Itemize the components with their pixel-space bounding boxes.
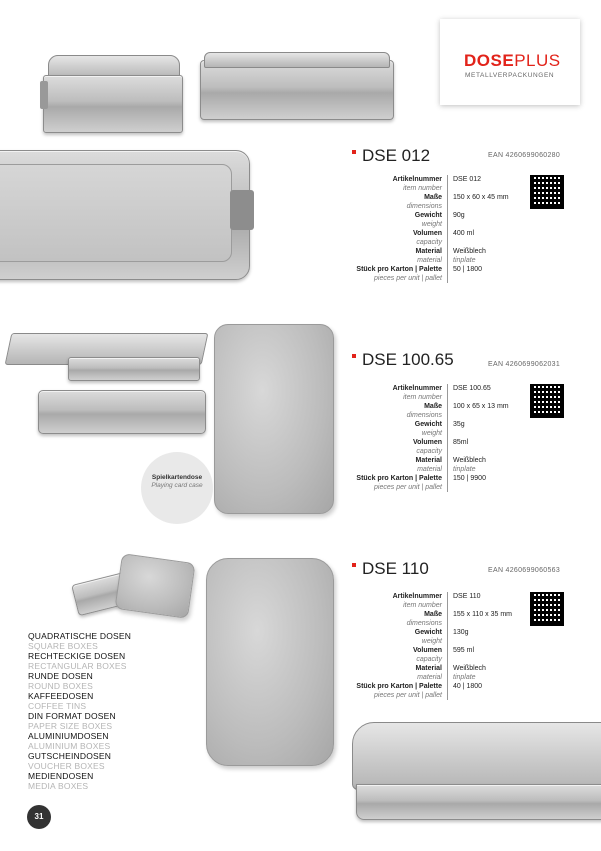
label-dimensions: Maße: [424, 194, 442, 201]
category-en: VOUCHER BOXES: [28, 761, 105, 771]
value-material: Weißblech: [453, 248, 486, 255]
category-de: RUNDE DOSEN: [28, 671, 94, 681]
value-item: DSE 012: [453, 176, 482, 183]
label-dimensions: Maße: [424, 611, 442, 618]
tin-closeup-dse110: [352, 722, 601, 820]
qr-code-dse110: [530, 592, 564, 626]
value-material-en: tinplate: [453, 466, 476, 473]
value-dimensions: 150 x 60 x 45 mm: [453, 194, 509, 201]
label-volume-en: capacity: [416, 656, 442, 663]
label-item: Artikelnummer: [392, 385, 442, 392]
label-pieces: Stück pro Karton | Palette: [356, 683, 442, 690]
label-weight: Gewicht: [414, 212, 442, 219]
label-volume-en: capacity: [416, 448, 442, 455]
value-material-en: tinplate: [453, 257, 476, 264]
label-weight: Gewicht: [414, 421, 442, 428]
value-volume: 85ml: [453, 439, 469, 446]
value-pieces: 150 | 9900: [453, 475, 486, 482]
tin-photo-dse012-front: [200, 52, 392, 118]
category-en: ROUND BOXES: [28, 681, 94, 691]
qr-code-dse10065: [530, 384, 564, 418]
spec-table-dse10065: [354, 384, 509, 492]
spec-table-dse110: [354, 592, 512, 700]
label-item: Artikelnummer: [392, 176, 442, 183]
label-dimensions-en: dimensions: [406, 412, 442, 419]
logo-tagline: METALLVERPACKUNGEN: [465, 72, 555, 79]
category-de: GUTSCHEINDOSEN: [28, 751, 112, 761]
value-dimensions: 155 x 110 x 35 mm: [453, 611, 513, 618]
label-weight: Gewicht: [414, 629, 442, 636]
logo-brand-bold: DOSE: [464, 51, 515, 70]
category-en: MEDIA BOXES: [28, 781, 89, 791]
label-weight-en: weight: [421, 430, 442, 437]
category-en: ALUMINIUM BOXES: [28, 741, 111, 751]
value-pieces: 40 | 1800: [453, 683, 483, 690]
label-material-en: material: [417, 466, 442, 473]
tin-photo-dse10065-closed: [38, 390, 204, 434]
label-dimensions: Maße: [424, 403, 442, 410]
category-de: RECHTECKIGE DOSEN: [28, 651, 126, 661]
logo-brand-thin: PLUS: [514, 51, 561, 70]
category-en: PAPER SIZE BOXES: [28, 721, 113, 731]
product-ean-dse012: EAN 4260699060280: [488, 152, 561, 159]
label-pieces: Stück pro Karton | Palette: [356, 475, 442, 482]
label-material: Material: [415, 457, 442, 464]
label-pieces: Stück pro Karton | Palette: [356, 266, 442, 273]
label-pieces-en: pieces per unit | pallet: [374, 692, 442, 699]
value-volume: 400 ml: [453, 230, 475, 237]
label-dimensions-en: dimensions: [406, 620, 442, 627]
category-de: QUADRATISCHE DOSEN: [28, 631, 132, 641]
category-de: KAFFEEDOSEN: [28, 691, 94, 701]
label-pieces-en: pieces per unit | pallet: [374, 484, 442, 491]
label-material: Material: [415, 665, 442, 672]
value-weight: 130g: [453, 629, 469, 636]
tin-closeup-dse012: [0, 150, 260, 278]
label-item: Artikelnummer: [392, 593, 442, 600]
category-en: RECTANGULAR BOXES: [28, 661, 127, 671]
value-material: Weißblech: [453, 457, 486, 464]
value-volume: 595 ml: [453, 647, 475, 654]
category-de: DIN FORMAT DOSEN: [28, 711, 116, 721]
tin-photo-dse110-large: [206, 558, 334, 766]
label-weight-en: weight: [421, 638, 442, 645]
label-pieces-en: pieces per unit | pallet: [374, 275, 442, 282]
label-item-en: item number: [403, 185, 442, 192]
product-ean-dse110: EAN 4260699060563: [488, 567, 561, 574]
value-item: DSE 100.65: [453, 385, 491, 392]
label-material-en: material: [417, 257, 442, 264]
category-de: MEDIENDOSEN: [28, 771, 94, 781]
label-item-en: item number: [403, 394, 442, 401]
label-volume: Volumen: [412, 230, 442, 237]
badge-en: Playing card case: [151, 482, 203, 489]
tin-photo-dse110-open: [74, 558, 192, 616]
product-title-dse110: DSE 110: [352, 559, 429, 579]
label-material-en: material: [417, 674, 442, 681]
value-weight: 90g: [453, 212, 465, 219]
category-en: SQUARE BOXES: [28, 641, 98, 651]
badge-de: Spielkartendose: [151, 474, 203, 481]
label-volume: Volumen: [412, 647, 442, 654]
product-title-dse10065: DSE 100.65: [352, 350, 454, 370]
page-number: 31: [27, 805, 51, 829]
value-pieces: 50 | 1800: [453, 266, 483, 273]
qr-code-dse012: [530, 175, 564, 209]
category-en: COFFEE TINS: [28, 701, 87, 711]
product-ean-dse10065: EAN 4260699062031: [488, 361, 561, 368]
value-material: Weißblech: [453, 665, 486, 672]
label-volume: Volumen: [412, 439, 442, 446]
label-material: Material: [415, 248, 442, 255]
label-item-en: item number: [403, 602, 442, 609]
spec-table-dse012: [354, 175, 509, 283]
brand-logo: [440, 19, 580, 105]
tin-photo-dse012-closed: [40, 55, 182, 135]
tin-photo-dse10065-top: [214, 324, 334, 514]
category-list: [28, 631, 131, 791]
product-title-dse012: DSE 012: [352, 146, 430, 166]
value-item: DSE 110: [453, 593, 481, 600]
label-weight-en: weight: [421, 221, 442, 228]
label-dimensions-en: dimensions: [406, 203, 442, 210]
value-dimensions: 100 x 65 x 13 mm: [453, 403, 509, 410]
value-material-en: tinplate: [453, 674, 476, 681]
category-de: ALUMINIUMDOSEN: [28, 731, 109, 741]
playing-card-badge: [141, 452, 213, 524]
label-volume-en: capacity: [416, 239, 442, 246]
tin-photo-dse10065-slide: [8, 333, 203, 383]
value-weight: 35g: [453, 421, 465, 428]
